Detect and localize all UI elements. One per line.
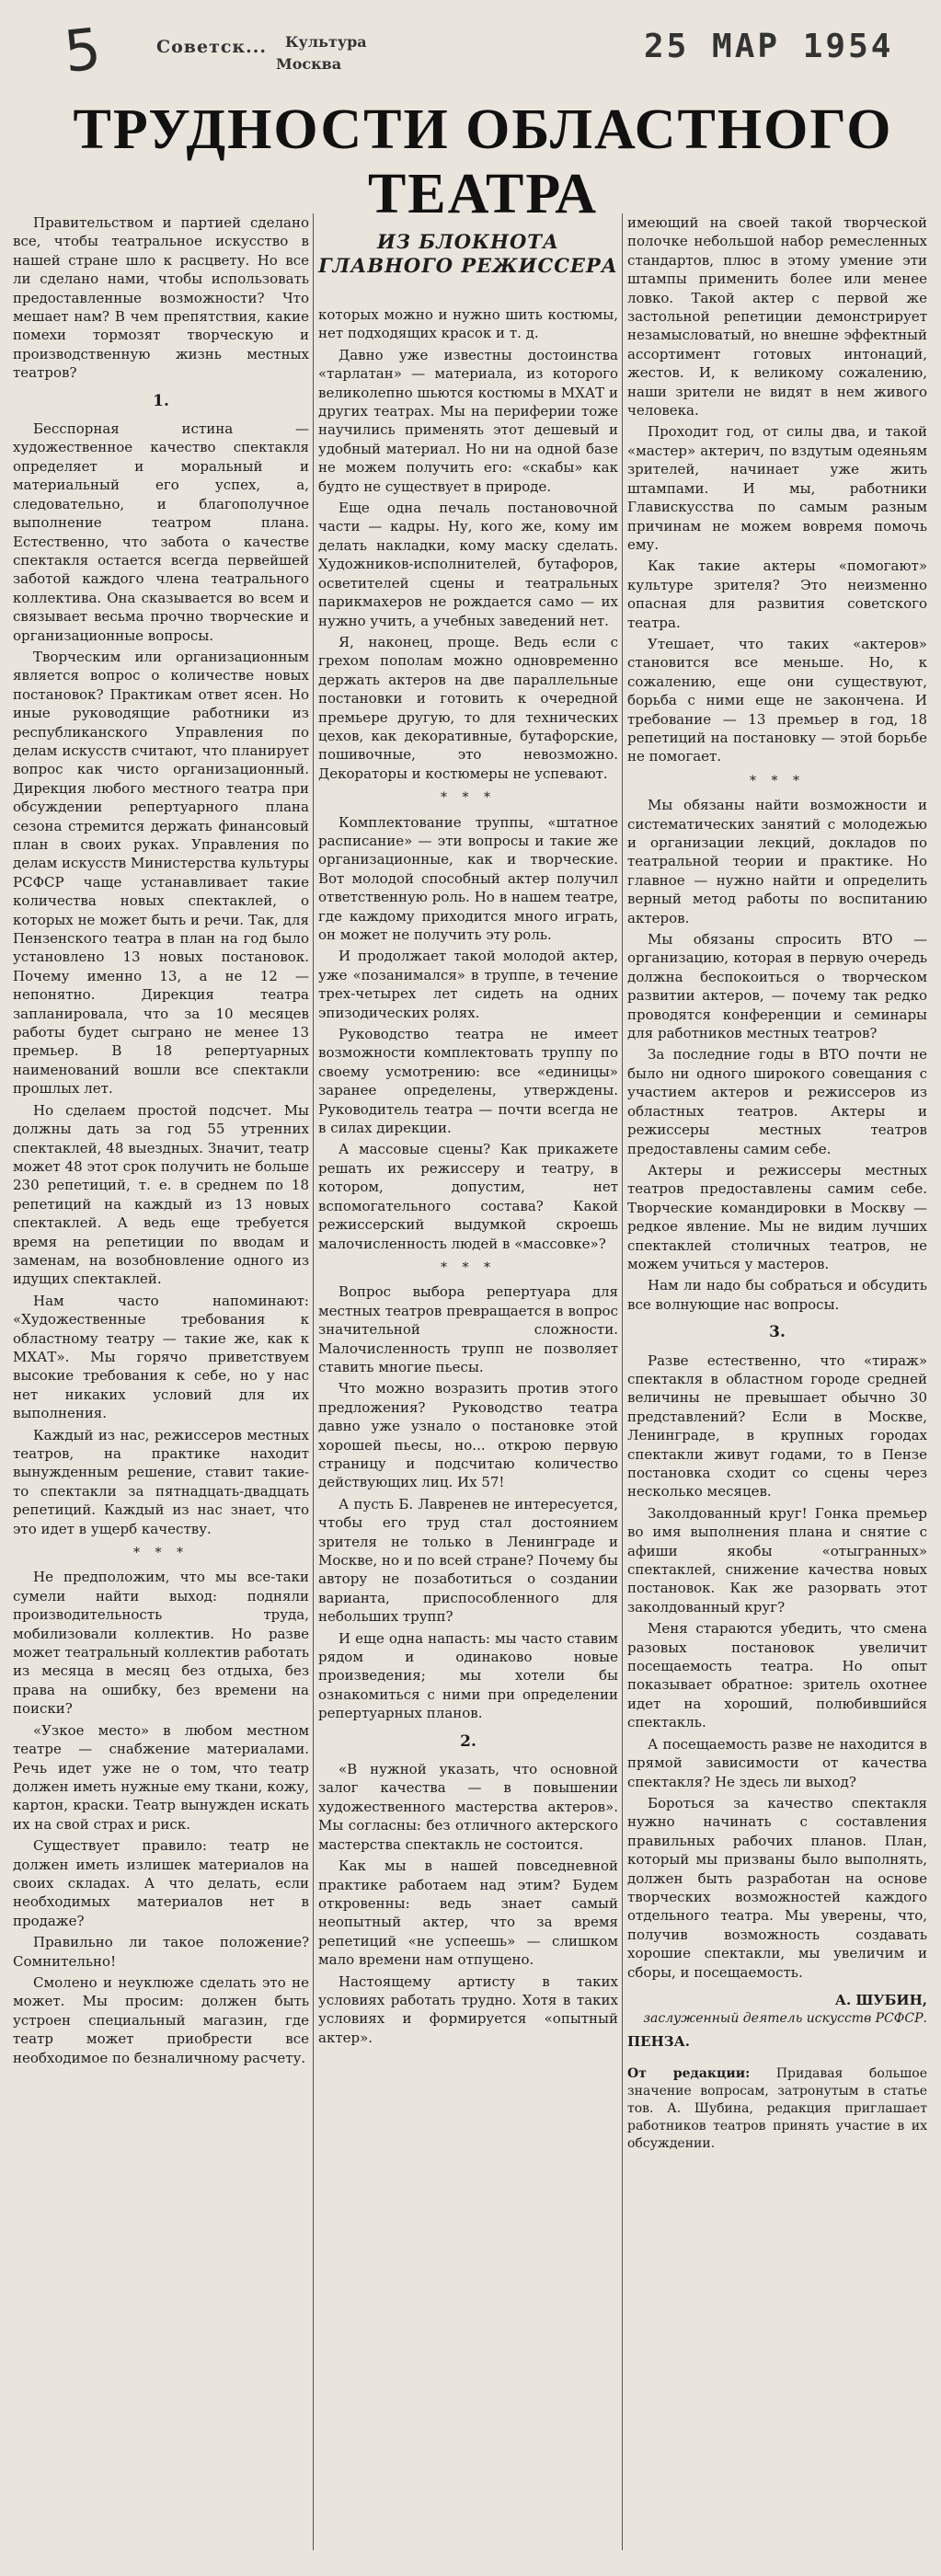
paragraph: имеющий на своей такой творческой полочке небольшой набор ремесленных стандартов, плюс в этому умение эти штампы применить более или менее ловко. Такой актер с первой же застольной репетиции демонстрирует незамысловатый, но внешне эффектный ассортимент готовых интонаций, жестов. И, к великому сожалению, наши зрители не видят в нем живого человека. xyxy=(627,214,927,420)
separator: * * * xyxy=(441,790,496,806)
paragraph: А пусть Б. Лавренев не интересуется, чтобы его труд стал достоянием зрителя не только в Ленинграде и Москве, но и по всей стране? Почему бы автору не позаботиться о создании варианта, приспособленного для небольших трупп? xyxy=(318,1495,618,1626)
paragraph: Заколдованный круг! Гонка премьер во имя выполнения плана и снятие с афиши якобы «отыгранных» спектаклей, снижение качества новых постановок. Как же разорвать этот заколдованный круг? xyxy=(627,1504,927,1616)
paragraph: Мы обязаны найти возможности и систематических занятий с молодежью и организации лекций, докладов по театральной теории и практике. Но главное — нужно найти и определить верный метод работы по воспитанию актеров. xyxy=(627,797,927,926)
date-stamp: 25 МАР 1954 xyxy=(644,28,894,65)
editor-note-text: Придавая большое значение вопросам, затронутым в статье тов. А. Шубина, редакция приглашает работников театров принять участие в их обсуждении. xyxy=(627,2066,927,2152)
paragraph: Смолено и неуклюже сделать это не может. Мы просим: должен быть устроен специальный магазин, где театр может приобрести все необходимое по безналичному расчету. xyxy=(13,1973,309,2066)
paragraph: И продолжает такой молодой актер, уже «позанимался» в труппе, в течение трех-четырех лет сидеть на одних эпизодических ролях. xyxy=(318,948,618,1021)
department-stamp: Культура xyxy=(285,33,367,51)
paragraph: «Узкое место» в любом местном театре — снабжение материалами. Речь идет уже не о том, что театр должен иметь нужные ему ткани, кожу, картон, краски. Театр вынужден искать их на свой страх и риск. xyxy=(13,1721,309,1833)
paragraph: Нам часто напоминают: «Художественные требования к областному театру — такие же, как к МХАТ». Мы горячо приветствуем высокие требования к себе, но у нас нет никаких условий для их выполнения. xyxy=(13,1292,309,1422)
paragraph: За последние годы в ВТО почти не было ни одного широкого совещания с участием актеров и режиссеров из областных театров. Актеры и режиссеры местных театров предоставлены самим себе. xyxy=(627,1046,927,1157)
paragraph: Утешает, что таких «актеров» становится все меньше. Но, к сожалению, еще они существуют, борьба с ними еще не закончена. И требование — 13 премьер в год, 18 репетиций на постановку — этой борьбе не помогает. xyxy=(627,635,927,765)
editor-note xyxy=(627,2065,927,2153)
column-1 xyxy=(13,213,309,2070)
paragraph: Вопрос выбора репертуара для местных театров превращается в вопрос значительной сложности. Малочисленность трупп не позволяет ставить многие пьесы. xyxy=(318,1283,618,1375)
paragraph: Существует правило: театр не должен иметь излишек материалов на своих складах. А что делать, если необходимых материалов нет в продаже? xyxy=(13,1837,309,1929)
paragraph: Правильно ли такое положение? Сомнительно! xyxy=(13,1934,309,1970)
paragraph: Настоящему артисту в таких условиях работать трудно. Хотя в таких условиях и формируется «опытный актер». xyxy=(318,1972,618,2046)
paragraph: Нам ли надо бы собраться и обсудить все волнующие нас вопросы. xyxy=(627,1277,927,1313)
paragraph: Актеры и режиссеры местных театров предоставлены самим себе. Творческие командировки в Москву — редкое явление. Мы не видим лучших спектаклей столичных театров, не можем учиться у мастеров. xyxy=(627,1161,927,1272)
paragraph: Как мы в нашей повседневной практике работаем над этим? Будем откровенны: ведь знает самый неопытный актер, что за время репетиций «не успеешь» — слишком мало времени нам отпущено. xyxy=(318,1857,618,1969)
paragraph: А посещаемость разве не находится в прямой зависимости от качества спектакля? Не здесь ли выход? xyxy=(627,1735,927,1790)
city-stamp: Москва xyxy=(276,55,342,73)
clipping-number: 5 xyxy=(61,15,105,86)
paragraph: Меня стараются убедить, что смена разовых постановок увеличит посещаемость театра. Но опыт показывает обратное: зритель охотнее идет на хороший, полюбившийся спектакль. xyxy=(627,1620,927,1731)
author-name: А. ШУБИН, xyxy=(834,1991,927,2008)
separator: * * * xyxy=(441,1259,496,1275)
paragraph: Давно уже известны достоинства «тарлатан» — материала, из которого великолепно шьются костюмы в МХАТ и других театрах. Мы на периферии тоже научились применять этот дешевый и удобный материал. Но ни на одной базе не можем получить его: «скабы» как будто не существует в природе. xyxy=(318,346,618,495)
paragraph: Комплектование труппы, «штатное расписание» — эти вопросы и такие же организационные, как и творческие. Вот молодой способный актер получил ответственную роль. Но в нашем театре, где каждому приходится много играть, он может не получить эту роль. xyxy=(318,813,618,943)
rubric: ИЗ БЛОКНОТА ГЛАВНОГО РЕЖИССЕРА xyxy=(318,230,618,277)
separator: * * * xyxy=(750,773,805,788)
author-city: ПЕНЗА. xyxy=(627,2032,691,2050)
paragraph: которых можно и нужно шить костюмы, нет подходящих красок и т. д. xyxy=(318,306,618,342)
section-number: 2. xyxy=(460,1731,476,1751)
paragraph: И еще одна напасть: мы часто ставим рядом и одинаково новые произведения; мы хотели бы ознакомиться с ними при определении репертуарных планов. xyxy=(318,1629,618,1722)
article-headline: ТРУДНОСТИ ОБЛАСТНОГО ТЕАТРА xyxy=(73,98,893,225)
paragraph: Бесспорная истина — художественное качество спектакля определяет и моральный и материальный его успех, а, следовательно, и благополучное выполнение театром плана. Естественно, что забота о качестве спектакля остается всегда первейшей заботой каждого члена театрального коллектива. Она сказывается во всем и связывает весьма прочно творческие и организационные вопросы. xyxy=(13,420,309,644)
column-divider xyxy=(622,213,623,2550)
paragraph: Мы обязаны спросить ВТО — организацию, которая в первую очередь должна беспокоиться о творческом развитии актеров, — почему так редко проводятся конференции и семинары для работников местных театров? xyxy=(627,931,927,1042)
column-3 xyxy=(627,213,927,2153)
paragraph: Разве естественно, что «тираж» спектакля в областном городе средней величины не превышает обычно 30 представлений? Если в Москве, Ленинграде, в крупных городах спектакли живут годами, то в Пензе постановка сходит со сцены через несколько месяцев. xyxy=(627,1351,927,1501)
paragraph: Бороться за качество спектакля нужно начинать с составления правильных рабочих планов. План, который мы призваны было выполнять, должен быть разработан на основе творческих возможностей каждого отдельного театра. Мы уверены, что, получив возможность создавать хорошие спектакли, мы увеличим и сборы, и посещаемость. xyxy=(627,1794,927,1981)
column-2 xyxy=(318,213,618,2050)
intro-paragraph: Правительством и партией сделано все, чтобы театральное искусство в нашей стране шло к расцвету. Но все ли сделано нами, чтобы использовать предоставленные возможности? Что мешает нам? В чем препятствия, какие помехи тормозят творческую и производственную жизнь местных театров? xyxy=(13,214,309,382)
newspaper-name: Советск... xyxy=(156,37,267,57)
paragraph: Я, наконец, проще. Ведь если с грехом пополам можно одновременно держать актеров на две параллельные постановки и готовить к очередной премьере другую, то для технических цехов, как декоративные, бутафорские, пошивочные, это невозможно. Декораторы и костюмеры не успевают. xyxy=(318,633,618,782)
paragraph: Руководство театра не имеет возможности комплектовать труппу по своему усмотрению: все «единицы» заранее определены, утверждены. Руководитель театра — почти всегда не в силах дирекции. xyxy=(318,1026,618,1137)
column-divider xyxy=(313,213,314,2550)
section-number: 3. xyxy=(769,1323,786,1342)
paragraph: Как такие актеры «помогают» культуре зрителя? Это неизменно опасная для развития советского театра. xyxy=(627,558,927,631)
separator: * * * xyxy=(133,1546,189,1561)
paragraph: Но сделаем простой подсчет. Мы должны дать за год 55 утренних спектаклей, 48 выездных. Значит, театр может 48 этот срок получить не больше 230 репетиций, т. е. в среднем по 18 репетиций на каждый из 13 новых спектаклей. А ведь еще требуется время на репетиции по вводам и заменам, на возобновление одного из идущих спектаклей. xyxy=(13,1101,309,1288)
section-number: 1. xyxy=(153,391,169,410)
editor-note-label: От редакции: xyxy=(627,2066,751,2082)
paragraph: А массовые сцены? Как прикажете решать их режиссеру и театру, в котором, допустим, нет вспомогательного состава? Какой режиссерский выдумкой скроешь малочисленность людей в «массовке»? xyxy=(318,1141,618,1252)
author-title: заслуженный деятель искусств РСФСР. xyxy=(643,2011,927,2027)
paragraph: Творческим или организационным является вопрос о количестве новых постановок? Практикам ответ ясен. Но иные руководящие работники из республиканского Управления по делам искусств считают, что планирует вопрос как чисто организационный. Дирекция любого местного театра при обсуждении репертуарного плана сезона стремится держать финансовый план в своих руках. Управления по делам искусств Министерства культуры РСФСР чаще устанавливает такие количества новых спектаклей, о которых не может быть и речи. Так, для Пензенского театра в план на год было установлено 13 новых постановок. Почему именно 13, а не 12 — непонятно. Дирекция театра запланировала, что за 10 месяцев работы будет сыграно не менее 13 премьер. В 18 репертуарных наименований вошли все спектакли прошлых лет. xyxy=(13,648,309,1098)
paragraph: Каждый из нас, режиссеров местных театров, на практике находит вынужденным решение, ставит такие-то спектакли за пятнадцать-двадцать репетиций. Каждый из нас знает, что это идет в ущерб качеству. xyxy=(13,1426,309,1537)
paragraph: Проходит год, от силы два, и такой «мастер» актерич, по вздутым одеяньям зрителей, начинает уже жить штампами. И мы, работники Главискусства по самым разным причинам не можем вовремя помочь ему. xyxy=(627,423,927,553)
paragraph: Еще одна печаль постановочной части — кадры. Ну, кого же, кому им делать накладки, кому маску сделать. Художников-исполнителей, бутафоров, осветителей сцены и театральных парикмахеров не рождается само — их нужно учить, а учебных заведений нет. xyxy=(318,500,618,629)
paragraph: Не предположим, что мы все-таки сумели найти выход: подняли производительность труда, мобилизовали коллектив. Но разве может театральный коллектив работать из месяца в месяц без отдыха, без права на ошибку, без времени на поиски? xyxy=(13,1569,309,1718)
paragraph: «В нужной указать, что основной залог качества — в повышении художественного мастерства актеров». Мы согласны: без отличного актерского мастерства спектакль не состоится. xyxy=(318,1761,618,1853)
paragraph: Что можно возразить против этого предложения? Руководство театра давно уже узнало о постановке этой хорошей пьесы, но... открою первую страницу и подсчитаю количество действующих лиц. Их 57! xyxy=(318,1380,618,1491)
